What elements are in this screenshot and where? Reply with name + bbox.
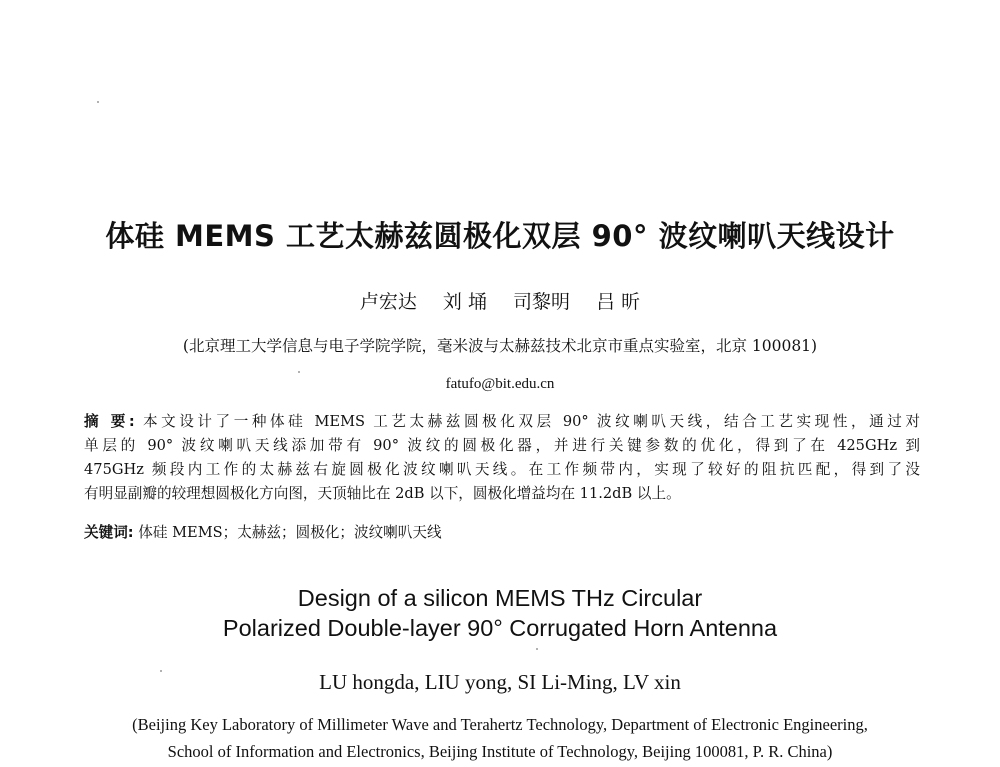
abstract-label: 摘 要:: [84, 413, 135, 430]
affiliation-en: [0, 711, 1000, 765]
scan-speck: [536, 648, 538, 650]
abstract-line: 单层的 90° 波纹喇叭天线添加带有 90° 波纹的圆极化器，并进行关键参数的优化，得到了在 425GHz 到: [84, 437, 920, 454]
abstract-cn: [84, 410, 920, 506]
keywords-cn: [84, 521, 442, 542]
abstract-line-text: 本文设计了一种体硅 MEMS 工艺太赫兹圆极化双层 90° 波纹喇叭天线，结合工艺实现性，通过对: [142, 413, 921, 430]
author-cn: 司黎明: [513, 291, 571, 313]
author-cn: 吕 昕: [596, 291, 641, 313]
abstract-line: 有明显副瓣的较理想圆极化方向图，天顶轴比在 2dB 以下，圆极化增益均在 11.2dB 以上。: [84, 485, 681, 502]
author-email: fatufo@bit.edu.cn: [445, 376, 555, 392]
affiliation-cn: (北京理工大学信息与电子学院学院，毫米波与太赫兹技术北京市重点实验室，北京 100081): [182, 337, 818, 355]
title-en-line: Polarized Double-layer 90° Corrugated Horn Antenna: [222, 615, 778, 641]
author-list-cn: [0, 287, 1000, 314]
abstract-line: 475GHz 频段内工作的太赫兹右旋圆极化波纹喇叭天线。在工作频带内，实现了较好的阻抗匹配，得到了没: [84, 461, 920, 478]
scan-speck: [298, 371, 300, 373]
author-cn: 卢宏达: [359, 291, 417, 313]
keywords-label: 关键词:: [84, 524, 134, 541]
scan-speck: [97, 101, 99, 103]
affiliation-en-line: (Beijing Key Laboratory of Millimeter Wave and Terahertz Technology, Department of Electronic Engineering,: [132, 715, 868, 734]
affiliation-en-line: School of Information and Electronics, Beijing Institute of Technology, Beijing 100081, P. R. China): [167, 742, 833, 761]
keywords-text: 体硅 MEMS；太赫兹；圆极化；波纹喇叭天线: [138, 524, 442, 541]
author-cn: 刘 埇: [442, 291, 487, 313]
paper-title-en: [0, 583, 1000, 643]
abstract-line: [84, 410, 920, 434]
paper-title-cn: 体硅 MEMS 工艺太赫兹圆极化双层 90° 波纹喇叭天线设计: [105, 219, 895, 253]
title-en-line: Design of a silicon MEMS THz Circular: [297, 585, 703, 611]
author-list-en: LU hongda, LIU yong, SI Li-Ming, LV xin: [319, 670, 681, 694]
